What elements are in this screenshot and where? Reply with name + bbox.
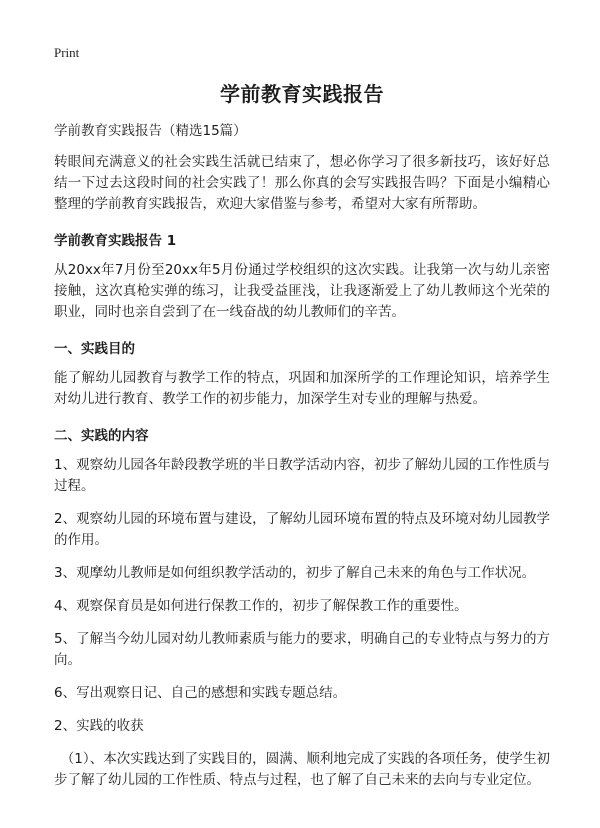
intro-paragraph: 转眼间充满意义的社会实践生活就已结束了，想必你学习了很多新技巧，该好好总结一下过去这段时间的社会实践了！那么你真的会写实践报告吗？下面是小编精心整理的学前教育实践报告，欢迎大家借鉴与参考，希望对大家有所帮助。 bbox=[54, 154, 550, 212]
report-paragraph: 从20xx年7月份至20xx年5月份通过学校组织的这次实践。让我第一次与幼儿亲密接触，这次真枪实弹的练习，让我受益匪浅，让我逐渐爱上了幼儿教师这个光荣的职业，同时也亲自尝到了在一线奋战的幼儿教师们的辛苦。 bbox=[54, 262, 550, 320]
list-item: 3、观摩幼儿教师是如何组织教学活动的，初步了解自己未来的角色与工作状况。 bbox=[54, 565, 536, 581]
section-purpose-paragraph: 能了解幼儿园教育与教学工作的特点，巩固和加深所学的工作理论知识，培养学生对幼儿进行教育、教学工作的初步能力，加深学生对专业的理解与热爱。 bbox=[54, 370, 550, 407]
section-content-heading: 二、实践的内容 bbox=[54, 428, 149, 444]
document-body bbox=[54, 78, 550, 805]
list-item: 2、观察幼儿园的环境布置与建设，了解幼儿园环境布置的特点及环境对幼儿园教学的作用。 bbox=[54, 511, 550, 548]
list-item: 5、了解当今幼儿园对幼儿教师素质与能力的要求，明确自己的专业特点与努力的方向。 bbox=[54, 631, 550, 668]
list-item: 1、观察幼儿园各年龄段教学班的半日教学活动内容，初步了解幼儿园的工作性质与过程。 bbox=[54, 457, 550, 494]
section-purpose-heading: 一、实践目的 bbox=[54, 341, 135, 357]
page-title: 学前教育实践报告 bbox=[220, 82, 384, 106]
document-subtitle: 学前教育实践报告（精选15篇） bbox=[54, 123, 247, 139]
report-heading: 学前教育实践报告 1 bbox=[54, 233, 177, 249]
print-link[interactable]: Print bbox=[54, 45, 80, 60]
section-gains-heading: 2、实践的收获 bbox=[54, 718, 144, 734]
list-item: 6、写出观察日记、自己的感想和实践专题总结。 bbox=[54, 685, 347, 701]
list-item: 4、观察保育员是如何进行保教工作的，初步了解保教工作的重要性。 bbox=[54, 598, 468, 614]
section-gains-paragraph: （1）、本次实践达到了实践目的，圆满、顺利地完成了实践的各项任务，使学生初步了解了幼儿园的工作性质、特点与过程，也了解了自己未来的去向与专业定位。 bbox=[54, 751, 550, 788]
